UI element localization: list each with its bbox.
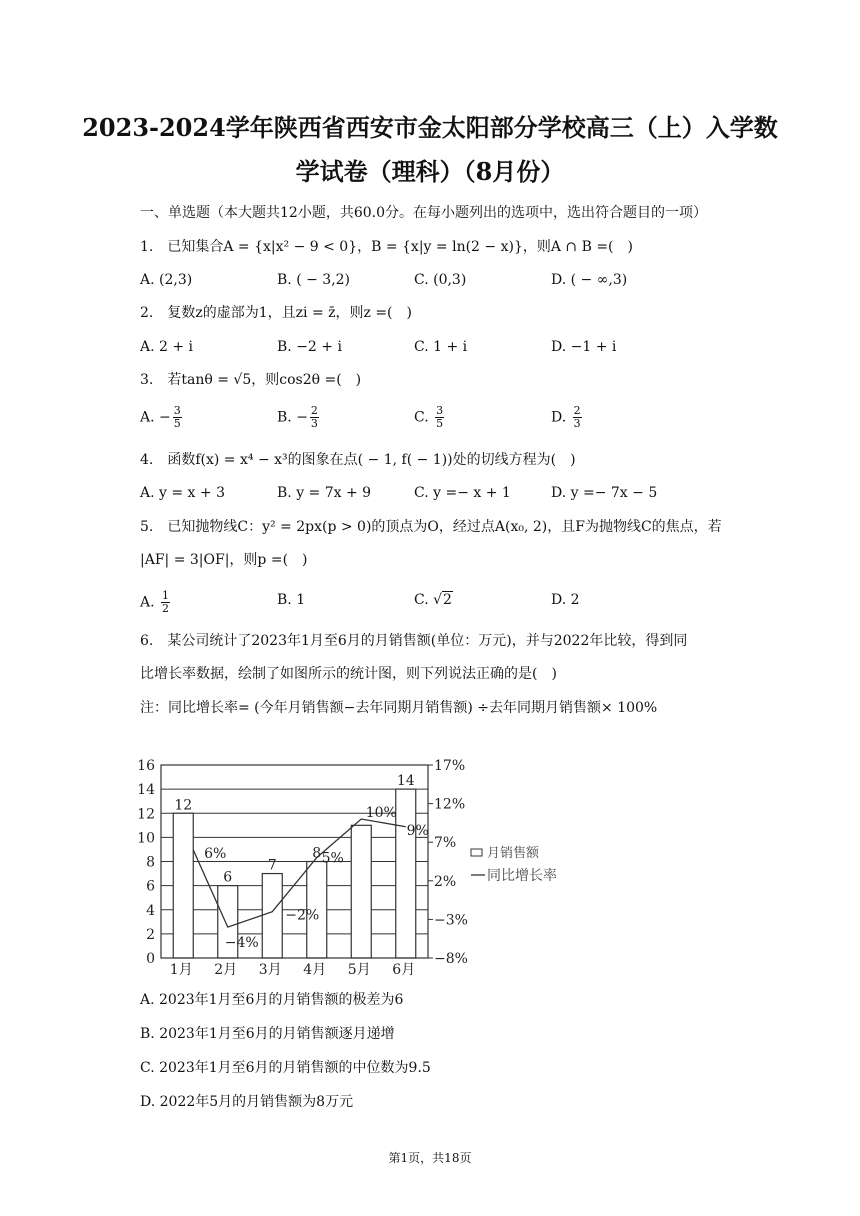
denominator: 2 (162, 602, 170, 615)
q6-option-d: D. 2022年5月的月销售额为8万元 (140, 1094, 354, 1110)
q3-option-b-label: B. − (277, 409, 308, 426)
numerator: 2 (573, 404, 581, 417)
bar-value-label: 14 (396, 773, 415, 790)
q5-option-c: C. √2 (414, 592, 452, 608)
q2-option-a: A. 2 + i (140, 339, 194, 355)
q5-option-d: D. 2 (551, 592, 580, 608)
q4-option-b: B. y = 7x + 9 (277, 485, 372, 501)
left-tick-label: 6 (146, 878, 155, 895)
category-label: 2月 (214, 962, 238, 978)
bar (396, 789, 416, 958)
sales-chart (128, 755, 588, 980)
growth-rate-label: −4% (224, 935, 259, 952)
q6-option-a: A. 2023年1月至6月的月销售额的极差为6 (140, 992, 404, 1008)
q1-option-d: D. ( − ∞,3) (551, 272, 628, 288)
left-tick-label: 4 (146, 902, 155, 919)
q2-option-d: D. −1 + i (551, 339, 617, 355)
q3-option-c (414, 405, 444, 430)
question-4-stem: 4. 函数f(x) = x⁴ − x³的图象在点( − 1, f( − 1))处的切线方程为( ) (140, 452, 576, 468)
category-label: 6月 (392, 962, 416, 978)
bar-value-label: 6 (223, 869, 233, 886)
growth-rate-label: −2% (285, 907, 320, 924)
q3-option-b (277, 405, 319, 430)
sqrt-radicand: 2 (443, 592, 452, 608)
q3-option-c-label: C. (414, 409, 434, 426)
right-tick-label: 17% (434, 758, 466, 774)
page-footer: 第1页，共18页 (388, 1151, 472, 1165)
q3-option-a (140, 405, 182, 430)
growth-rate-label: 10% (365, 805, 397, 822)
category-label: 3月 (258, 962, 282, 978)
question-2-stem: 2. 复数z的虚部为1，且zi = z̄，则z =( ) (140, 305, 412, 321)
denominator: 5 (173, 417, 181, 430)
question-6-stem: 6. 某公司统计了2023年1月至6月的月销售额(单位：万元)，并与2022年比较，得到同 (140, 633, 688, 649)
question-5-stem-cont: |AF| = 3|OF|，则p =( ) (140, 552, 308, 568)
numerator: 3 (173, 404, 181, 417)
q2-option-c: C. 1 + i (414, 339, 468, 355)
left-tick-label: 16 (137, 758, 155, 774)
q4-option-a: A. y = x + 3 (140, 485, 225, 501)
category-label: 5月 (347, 962, 371, 978)
left-tick-label: 8 (146, 854, 155, 871)
left-tick-label: 14 (137, 782, 155, 799)
denominator: 3 (310, 417, 318, 430)
q6-option-c: C. 2023年1月至6月的月销售额的中位数为9.5 (140, 1060, 431, 1076)
bar-value-label: 7 (267, 857, 277, 874)
left-tick-label: 12 (137, 806, 155, 823)
q3-option-d (551, 405, 582, 430)
numerator: 3 (436, 404, 444, 417)
growth-rate-label: 5% (321, 850, 344, 867)
denominator: 3 (573, 417, 581, 430)
q4-option-c: C. y =− x + 1 (414, 485, 511, 501)
fraction (161, 590, 170, 615)
left-tick-label: 0 (146, 951, 155, 967)
legend-line-label: 同比增长率 (487, 868, 557, 884)
chart-labels (174, 773, 429, 951)
q5-option-a (140, 590, 170, 615)
growth-rate-label: 6% (204, 845, 227, 862)
q1-option-c: C. (0,3) (414, 272, 467, 288)
q1-option-b: B. ( − 3,2) (277, 272, 351, 288)
exam-title-line2: 学试卷（理科）（8月份） (295, 157, 565, 186)
category-label: 1月 (169, 962, 193, 978)
left-tick-label: 10 (137, 830, 155, 847)
question-6-stem-cont: 比增长率数据，绘制了如图所示的统计图，则下列说法正确的是( ) (140, 666, 557, 682)
left-tick-label: 2 (146, 926, 155, 943)
denominator: 5 (436, 417, 444, 430)
numerator: 2 (310, 404, 318, 417)
question-3-stem: 3. 若tanθ = √5，则cos2θ =( ) (140, 372, 362, 388)
section-heading: 一、单选题（本大题共12小题，共60.0分。在每小题列出的选项中，选出符合题目的一项） (140, 205, 707, 221)
q4-option-d: D. y =− 7x − 5 (551, 485, 658, 501)
fraction (173, 405, 182, 430)
q6-option-b: B. 2023年1月至6月的月销售额逐月递增 (140, 1026, 395, 1042)
bar-value-label: 8 (312, 845, 322, 862)
legend-bar-label: 月销售额 (487, 846, 540, 861)
bar (173, 813, 193, 958)
chart-legend (471, 845, 557, 884)
right-tick-label: −3% (434, 912, 468, 929)
fraction (573, 405, 582, 430)
q3-option-d-label: D. (551, 409, 571, 426)
chart-grid (161, 765, 428, 958)
bar-value-label: 12 (174, 797, 193, 814)
q5-option-a-label: A. (140, 594, 160, 611)
numerator: 1 (162, 589, 170, 602)
bar (351, 825, 371, 958)
category-label: 4月 (303, 962, 327, 978)
question-1-stem: 1. 已知集合A = {x|x² − 9 < 0}，B = {x|y = ln(2 − x)}，则A ∩ B =( ) (140, 239, 633, 255)
legend-bar-swatch (471, 849, 482, 856)
q5-option-c-label: C. (414, 592, 434, 608)
bar (262, 874, 282, 958)
question-5-stem: 5. 已知抛物线C：y² = 2px(p > 0)的顶点为O，经过点A(x₀, 2)，且F为抛物线C的焦点，若 (140, 519, 722, 535)
q2-option-b: B. −2 + i (277, 339, 342, 355)
right-tick-label: 2% (434, 873, 457, 890)
right-tick-label: 12% (434, 796, 466, 813)
q5-option-b: B. 1 (277, 592, 306, 608)
fraction (310, 405, 319, 430)
q1-option-a: A. (2,3) (140, 272, 193, 288)
q3-option-a-label: A. − (140, 409, 171, 426)
right-tick-label: −8% (434, 951, 468, 967)
growth-rate-label: 9% (406, 822, 429, 839)
fraction (435, 405, 444, 430)
question-6-note: 注：同比增长率= (今年月销售额−去年同期月销售额) ÷去年同期月销售额× 100% (140, 700, 658, 716)
right-tick-label: 7% (434, 835, 457, 852)
exam-title-line1: 2023-2024学年陕西省西安市金太阳部分学校高三（上）入学数 (82, 113, 778, 142)
